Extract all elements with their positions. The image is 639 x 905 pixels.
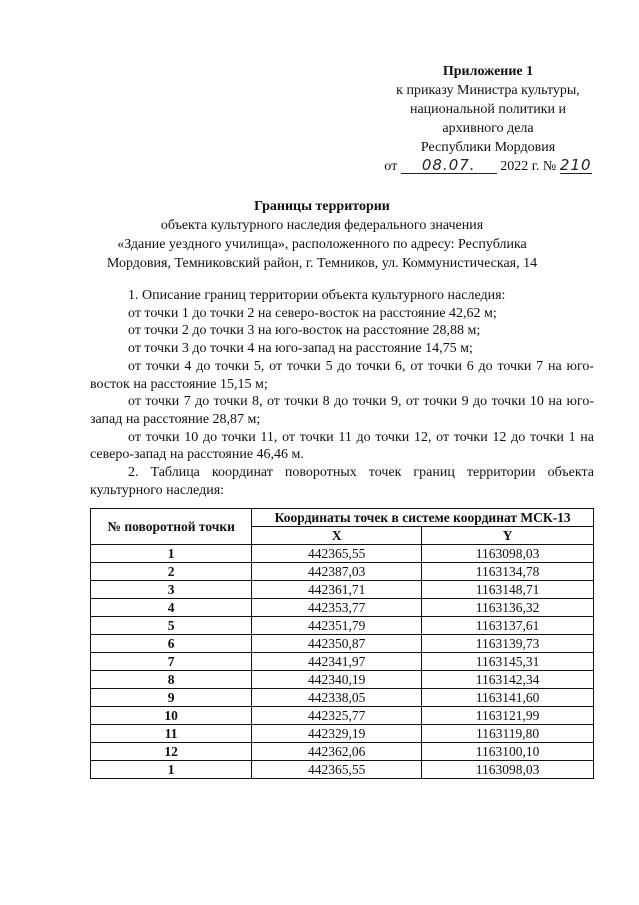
point-cell: 11 bbox=[91, 725, 252, 743]
point-cell: 1 bbox=[91, 761, 252, 779]
segment-paragraph: от точки 10 до точки 11, от точки 11 до точки 12, от точки 12 до точки 1 на северо-запад на расстояние 46,46 м. bbox=[90, 429, 594, 463]
point-cell: 6 bbox=[91, 635, 252, 653]
table-body bbox=[91, 545, 594, 779]
title-heading: Границы территории bbox=[254, 199, 390, 214]
section2-heading: 2. Таблица координат поворотных точек границ территории объекта культурного наследия: bbox=[90, 465, 594, 498]
point-cell: 12 bbox=[91, 743, 252, 761]
table-row bbox=[91, 689, 594, 707]
segment-paragraph: от точки 1 до точки 2 на северо-восток на расстояние 42,62 м; bbox=[128, 305, 497, 321]
y-cell: 1163137,61 bbox=[422, 617, 594, 635]
y-cell: 1163098,03 bbox=[422, 761, 594, 779]
x-cell: 442365,55 bbox=[252, 545, 422, 563]
title-line: «Здание уездного училища», расположенного по адресу: Республика bbox=[117, 237, 527, 252]
header-coordinate-system: Координаты точек в системе координат МСК-13 bbox=[252, 509, 594, 527]
order-date-line bbox=[370, 157, 606, 176]
point-cell: 7 bbox=[91, 653, 252, 671]
coordinates-table bbox=[90, 508, 594, 779]
table-row bbox=[91, 563, 594, 581]
table-row bbox=[91, 635, 594, 653]
point-cell: 5 bbox=[91, 617, 252, 635]
title-line: Мордовия, Темниковский район, г. Темников, ул. Коммунистическая, 14 bbox=[106, 256, 538, 271]
section1-heading: 1. Описание границ территории объекта культурного наследия: bbox=[128, 288, 506, 303]
x-cell: 442362,06 bbox=[252, 743, 422, 761]
x-cell: 442329,19 bbox=[252, 725, 422, 743]
y-cell: 1163134,78 bbox=[422, 563, 594, 581]
y-cell: 1163139,73 bbox=[422, 635, 594, 653]
y-cell: 1163100,10 bbox=[422, 743, 594, 761]
table-row bbox=[91, 581, 594, 599]
x-cell: 442353,77 bbox=[252, 599, 422, 617]
x-cell: 442325,77 bbox=[252, 707, 422, 725]
x-cell: 442365,55 bbox=[252, 761, 422, 779]
appendix-block bbox=[370, 62, 606, 176]
x-cell: 442361,71 bbox=[252, 581, 422, 599]
table-header-row bbox=[91, 509, 594, 527]
document-title bbox=[80, 197, 564, 273]
x-cell: 442338,05 bbox=[252, 689, 422, 707]
y-cell: 1163142,34 bbox=[422, 671, 594, 689]
table-row bbox=[91, 707, 594, 725]
segment-paragraph: от точки 2 до точки 3 на юго-восток на расстояние 28,88 м; bbox=[128, 323, 481, 339]
appendix-line: к приказу Министра культуры, bbox=[396, 83, 580, 98]
year-text: 2022 г. № bbox=[500, 159, 557, 174]
segment-paragraph: от точки 4 до точки 5, от точки 5 до точки 6, от точки 6 до точки 7 на юго-восток на расстояние 15,15 м; bbox=[90, 358, 594, 392]
segment-paragraph: от точки 7 до точки 8, от точки 8 до точки 9, от точки 9 до точки 10 на юго-запад на расстояние 28,87 м; bbox=[90, 394, 594, 427]
x-cell: 442350,87 bbox=[252, 635, 422, 653]
y-cell: 1163098,03 bbox=[422, 545, 594, 563]
x-cell: 442340,19 bbox=[252, 671, 422, 689]
title-line: объекта культурного наследия федерального значения bbox=[160, 218, 484, 233]
table-row bbox=[91, 725, 594, 743]
y-cell: 1163119,80 bbox=[422, 725, 594, 743]
point-cell: 3 bbox=[91, 581, 252, 599]
appendix-title: Приложение 1 bbox=[442, 64, 534, 79]
y-cell: 1163145,31 bbox=[422, 653, 594, 671]
date-prefix: от bbox=[384, 159, 398, 174]
point-cell: 4 bbox=[91, 599, 252, 617]
y-cell: 1163148,71 bbox=[422, 581, 594, 599]
table-row bbox=[91, 599, 594, 617]
header-x: X bbox=[252, 527, 422, 545]
x-cell: 442351,79 bbox=[252, 617, 422, 635]
appendix-line: национальной политики и bbox=[409, 102, 567, 117]
table-row bbox=[91, 761, 594, 779]
header-y: Y bbox=[422, 527, 594, 545]
y-cell: 1163121,99 bbox=[422, 707, 594, 725]
handwritten-date: 08.07. bbox=[401, 158, 497, 174]
handwritten-order-number: 210 bbox=[559, 156, 592, 174]
table-row bbox=[91, 545, 594, 563]
appendix-line: архивного дела bbox=[442, 121, 534, 136]
appendix-line: Республики Мордовия bbox=[420, 140, 556, 155]
table-row bbox=[91, 743, 594, 761]
table-row bbox=[91, 671, 594, 689]
y-cell: 1163136,32 bbox=[422, 599, 594, 617]
table-row bbox=[91, 653, 594, 671]
y-cell: 1163141,60 bbox=[422, 689, 594, 707]
header-point-number: № поворотной точки bbox=[91, 509, 252, 545]
x-cell: 442387,03 bbox=[252, 563, 422, 581]
description-body bbox=[90, 287, 594, 499]
point-cell: 9 bbox=[91, 689, 252, 707]
table-row bbox=[91, 617, 594, 635]
point-cell: 2 bbox=[91, 563, 252, 581]
point-cell: 1 bbox=[91, 545, 252, 563]
point-cell: 8 bbox=[91, 671, 252, 689]
x-cell: 442341,97 bbox=[252, 653, 422, 671]
point-cell: 10 bbox=[91, 707, 252, 725]
segment-paragraph: от точки 3 до точки 4 на юго-запад на расстояние 14,75 м; bbox=[128, 341, 473, 357]
